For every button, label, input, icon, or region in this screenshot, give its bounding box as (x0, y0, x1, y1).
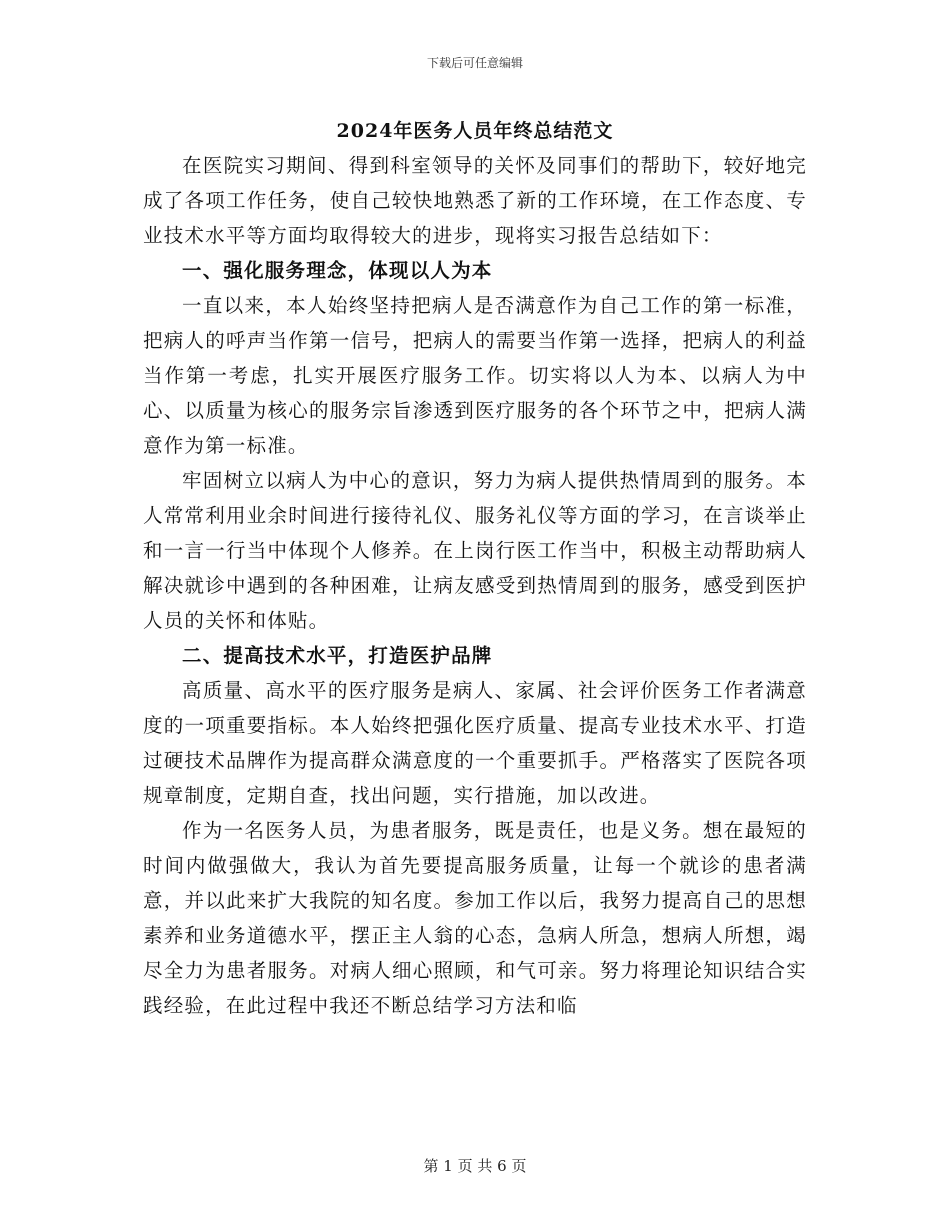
document-body (143, 148, 807, 1023)
section-heading-1: 一、强化服务理念，体现以人为本 (182, 259, 493, 282)
header-note: 下载后可任意编辑 (426, 56, 523, 70)
page-footer: 第 1 页 共 6 页 (423, 1157, 527, 1175)
section-1-paragraph-1: 一直以来，本人始终坚持把病人是否满意作为自己工作的第一标准，把病人的呼声当作第一信号，把病人的需要当作第一选择，把病人的利益当作第一考虑，扎实开展医疗服务工作。切实将以人为本、以病人为中心、以质量为核心的服务宗旨渗透到医疗服务的各个环节之中，把病人满意作为第一标准。 (143, 294, 807, 457)
section-1-paragraph-2: 牢固树立以病人为中心的意识，努力为病人提供热情周到的服务。本人常常利用业余时间进行接待礼仪、服务礼仪等方面的学习，在言谈举止和一言一行当中体现个人修养。在上岗行医工作当中，积极主动帮助病人解决就诊中遇到的各种困难，让病友感受到热情周到的服务，感受到医护人员的关怀和体贴。 (143, 469, 807, 632)
document-title: 2024年医务人员年终总结范文 (336, 120, 614, 142)
section-2-paragraph-2: 作为一名医务人员，为患者服务，既是责任，也是义务。想在最短的时间内做强做大，我认为首先要提高服务质量，让每一个就诊的患者满意，并以此来扩大我院的知名度。参加工作以后，我努力提高自己的思想素养和业务道德水平，摆正主人翁的心态，急病人所急，想病人所想，竭尽全力为患者服务。对病人细心照顾，和气可亲。努力将理论知识结合实践经验，在此过程中我还不断总结学习方法和临 (143, 819, 807, 1017)
intro-paragraph: 在医院实习期间、得到科室领导的关怀及同事们的帮助下，较好地完成了各项工作任务，使自己较快地熟悉了新的工作环境，在工作态度、专业技术水平等方面均取得较大的进步，现将实习报告总结如下： (143, 154, 807, 247)
section-heading-2: 二、提高技术水平，打造医护品牌 (182, 644, 493, 667)
section-2-paragraph-1: 高质量、高水平的医疗服务是病人、家属、社会评价医务工作者满意度的一项重要指标。本人始终把强化医疗质量、提高专业技术水平、打造过硬技术品牌作为提高群众满意度的一个重要抓手。严格落实了医院各项规章制度，定期自查，找出问题，实行措施，加以改进。 (143, 679, 807, 807)
